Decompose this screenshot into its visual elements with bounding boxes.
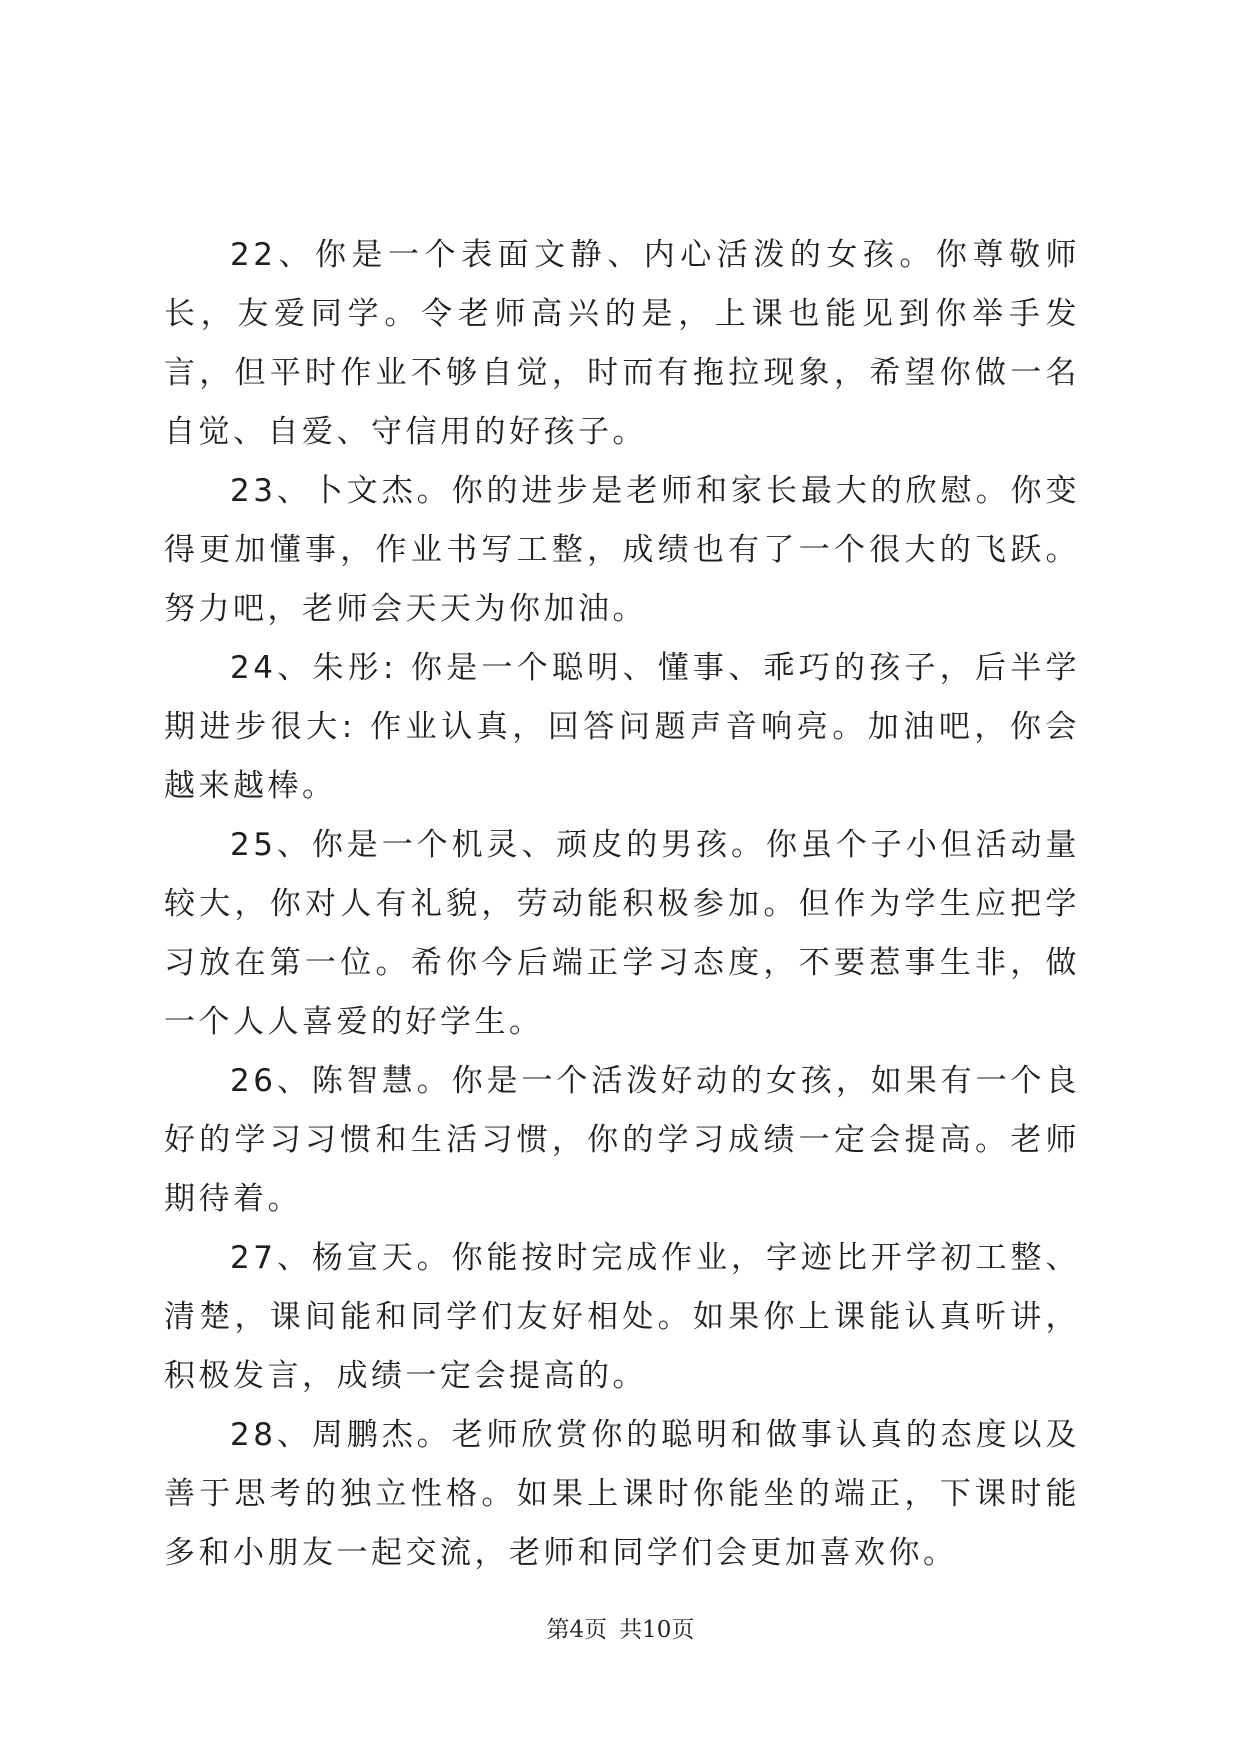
paragraph-28: 28、周鹏杰。老师欣赏你的聪明和做事认真的态度以及善于思考的独立性格。如果上课时你能坐的端正，下课时能多和小朋友一起交流，老师和同学们会更加喜欢你。: [164, 1417, 1080, 1571]
page-total: 共10页: [619, 1617, 695, 1643]
document-body: [164, 226, 1080, 1583]
paragraph-26: 26、陈智慧。你是一个活泼好动的女孩，如果有一个良好的学习习惯和生活习惯，你的学习成绩一定会提高。老师期待着。: [164, 1063, 1080, 1217]
paragraph-25: 25、你是一个机灵、顽皮的男孩。你虽个子小但活动量较大，你对人有礼貌，劳动能积极参加。但作为学生应把学习放在第一位。希你今后端正学习态度，不要惹事生非，做一个人人喜爱的好学生。: [164, 827, 1080, 1040]
paragraph-23: 23、卜文杰。你的进步是老师和家长最大的欣慰。你变得更加懂事，作业书写工整，成绩也有了一个很大的飞跃。努力吧，老师会天天为你加油。: [164, 473, 1080, 627]
page-footer: [0, 1611, 1241, 1644]
paragraph-27: 27、杨宣天。你能按时完成作业，字迹比开学初工整、清楚，课间能和同学们友好相处。如果你上课能认真听讲，积极发言，成绩一定会提高的。: [164, 1240, 1080, 1394]
paragraph-24: 24、朱彤: 你是一个聪明、懂事、乖巧的孩子，后半学期进步很大: 作业认真，回答问题声音响亮。加油吧，你会越来越棒。: [164, 650, 1080, 804]
paragraph-22: 22、你是一个表面文静、内心活泼的女孩。你尊敬师长，友爱同学。令老师高兴的是，上课也能见到你举手发言，但平时作业不够自觉，时而有拖拉现象，希望你做一名自觉、自爱、守信用的好孩子。: [164, 237, 1080, 450]
page-number: 第4页: [546, 1617, 608, 1643]
